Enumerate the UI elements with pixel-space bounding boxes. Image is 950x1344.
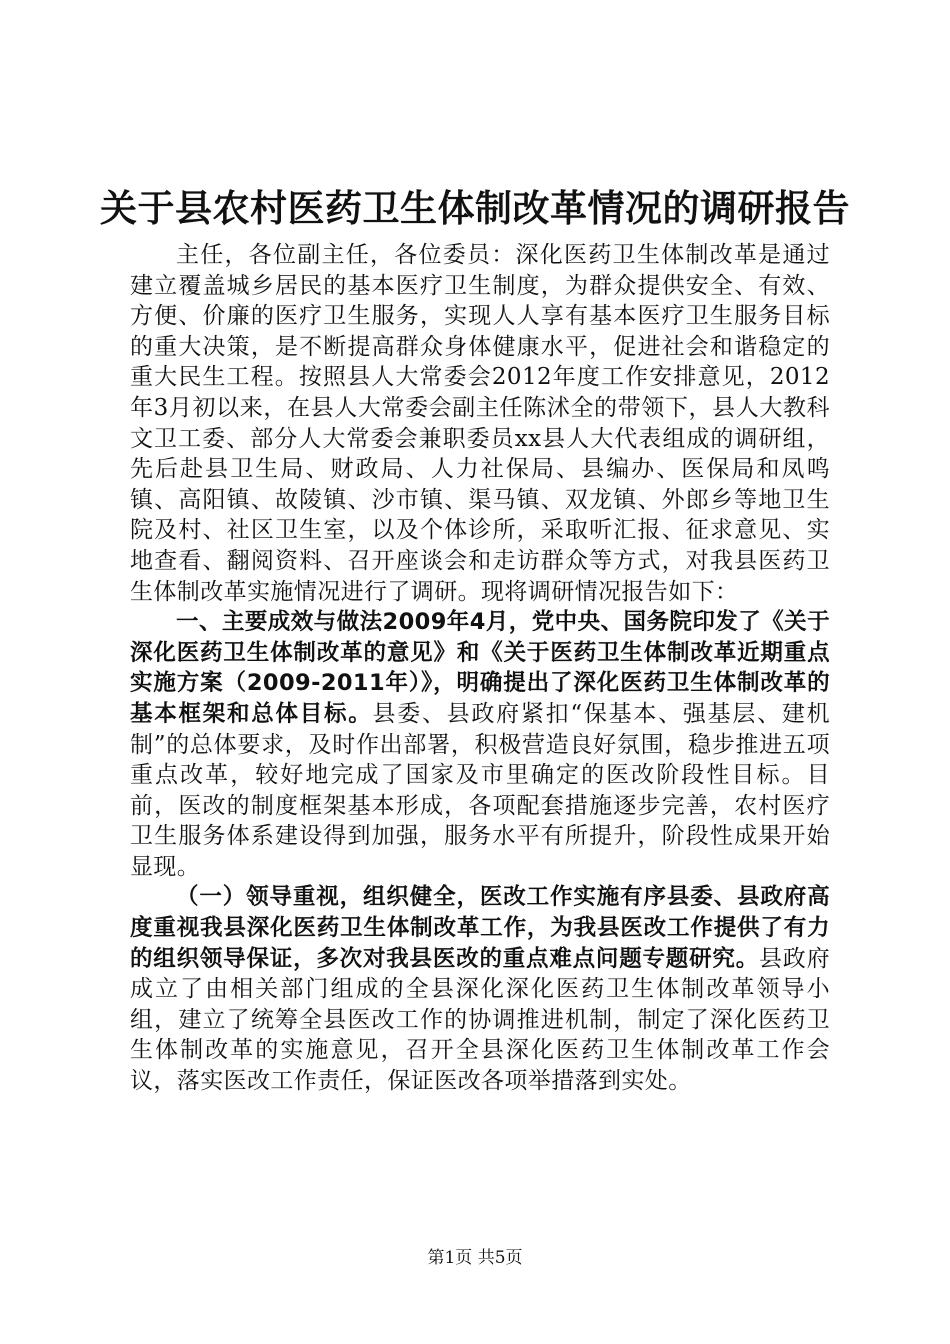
paragraph-lead: （一）领导重视，组织健全，医改工作实施有序县委、县政府高度重视我县深化医药卫生体制改革工作，为我县医改工作提供了有力的组织领导保证，多次对我县医改的重点难点问题专题研究。 [130, 884, 830, 972]
paragraph-section-one [130, 607, 830, 882]
paragraph-text: 主任，各位副主任，各位委员：深化医药卫生体制改革是通过建立覆盖城乡居民的基本医疗卫生制度，为群众提供安全、有效、方便、价廉的医疗卫生服务，实现人人享有基本医疗卫生服务目标的重大决策，是不断提高群众身体健康水平，促进社会和谐稳定的重大民生工程。按照县人大常委会2012年度工作安排意见，2012年3月初以来，在县人大常委会副主任陈沭全的带领下，县人大教科文卫工委、部分人大常委会兼职委员xx县人大代表组成的调研组，先后赴县卫生局、财政局、人力社保局、县编办、医保局和凤鸣镇、高阳镇、故陵镇、沙市镇、渠马镇、双龙镇、外郎乡等地卫生院及村、社区卫生室，以及个体诊所，采取听汇报、征求意见、实地查看、翻阅资料、召开座谈会和走访群众等方式，对我县医药卫生体制改革实施情况进行了调研。现将调研情况报告如下： [130, 242, 830, 605]
document-body [130, 240, 830, 1097]
paragraph-intro [130, 240, 830, 607]
paragraph-text: 县政府成立了由相关部门组成的全县深化深化医药卫生体制改革领导小组，建立了统筹全县医改工作的协调推进机制，制定了深化医药卫生体制改革的实施意见，召开全县深化医药卫生体制改革工作会议，落实医改工作责任，保证医改各项举措落到实处。 [130, 945, 830, 1095]
paragraph-subsection-one [130, 882, 830, 1096]
paragraph-text: 县委、县政府紧扣“保基本、强基层、建机制”的总体要求，及时作出部署，积极营造良好氛围，稳步推进五项重点改革，较好地完成了国家及市里确定的医改阶段性目标。目前，医改的制度框架基本形成，各项配套措施逐步完善，农村医疗卫生服务体系建设得到加强，服务水平有所提升，阶段性成果开始显现。 [130, 700, 830, 880]
document-title: 关于县农村医药卫生体制改革情况的调研报告 [100, 186, 850, 230]
page-number-footer: 第1页 共5页 [427, 1248, 523, 1268]
paragraph-lead: 一、主要成效与做法2009年4月，党中央、国务院印发了《关于深化医药卫生体制改革的意见》和《关于医药卫生体制改革近期重点实施方案（2009-2011年）》，明确提出了深化医药卫生体制改革的基本框架和总体目标。 [130, 609, 830, 727]
